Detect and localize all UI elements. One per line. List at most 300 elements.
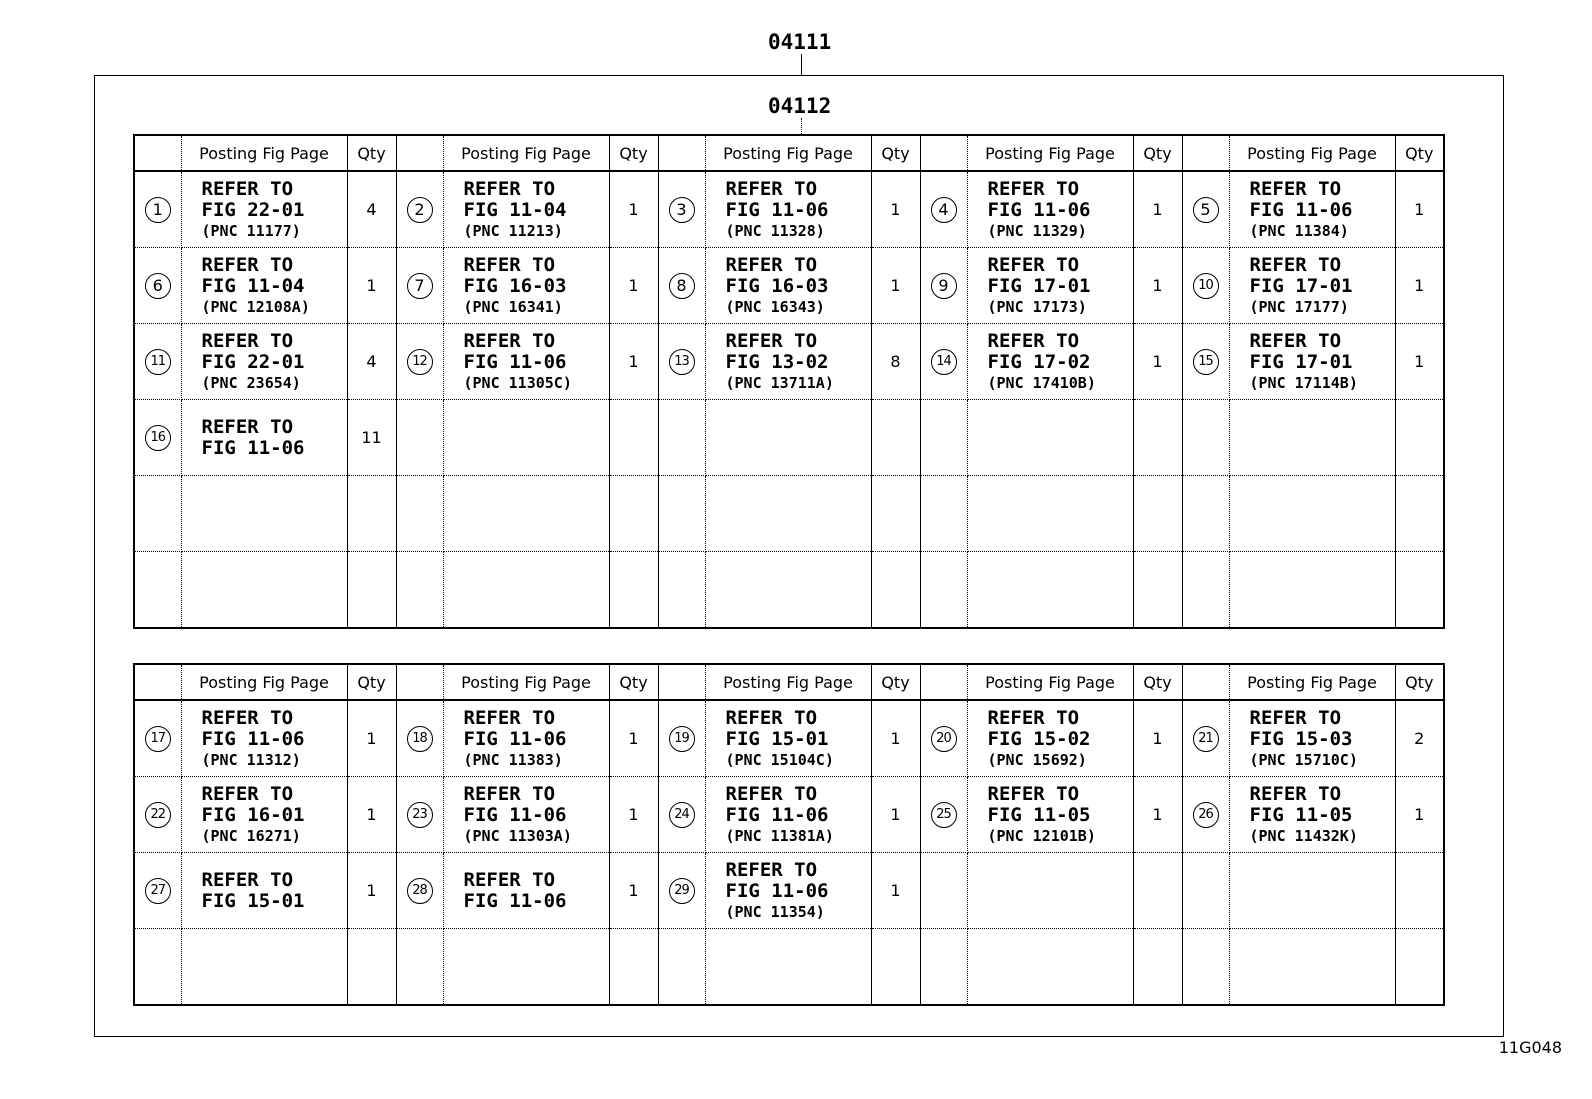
reference-cell <box>967 552 1133 629</box>
pnc-reference: (PNC 17114B) <box>1249 373 1358 392</box>
item-number-cell <box>396 400 443 476</box>
figure-reference: FIG 11-06 <box>463 803 567 826</box>
pnc-reference: (PNC 17177) <box>1249 297 1349 316</box>
pnc-reference: (PNC 11329) <box>987 221 1087 240</box>
item-number-cell <box>920 853 967 929</box>
quantity-cell <box>871 476 920 552</box>
item-number-cell <box>1182 700 1229 777</box>
reference-cell <box>705 552 871 629</box>
quantity-cell: 1 <box>871 853 920 929</box>
item-number-cell <box>134 324 181 400</box>
item-number-cell <box>1182 929 1229 1006</box>
figure-reference: FIG 17-01 <box>987 274 1091 297</box>
figure-reference: FIG 11-06 <box>463 727 567 750</box>
quantity-cell <box>1395 552 1444 629</box>
figure-reference: FIG 15-01 <box>201 889 305 912</box>
header-posting-fig-page: Posting Fig Page <box>181 135 347 171</box>
reference-cell <box>1229 171 1395 248</box>
item-number-circle: 25 <box>931 802 957 828</box>
reference-cell <box>443 552 609 629</box>
item-number-circle: 22 <box>145 802 171 828</box>
item-number-circle: 18 <box>407 726 433 752</box>
refer-to-text: REFER TO <box>463 177 556 200</box>
reference-cell <box>1229 853 1395 929</box>
reference-cell <box>705 171 871 248</box>
pnc-reference: (PNC 16341) <box>463 297 563 316</box>
item-number-cell <box>1182 171 1229 248</box>
reference-cell <box>1229 248 1395 324</box>
reference-cell <box>443 171 609 248</box>
figure-reference: FIG 11-06 <box>201 727 305 750</box>
item-number-circle: 29 <box>669 878 695 904</box>
quantity-cell <box>871 552 920 629</box>
refer-to-text: REFER TO <box>463 706 556 729</box>
header-posting-fig-page: Posting Fig Page <box>705 135 871 171</box>
item-number-cell <box>920 552 967 629</box>
pnc-reference: (PNC 11384) <box>1249 221 1349 240</box>
item-number-cell <box>396 171 443 248</box>
quantity-cell: 1 <box>347 777 396 853</box>
figure-reference: FIG 11-06 <box>1249 198 1353 221</box>
refer-to-text: REFER TO <box>1249 782 1342 805</box>
quantity-cell: 1 <box>347 700 396 777</box>
refer-to-text: REFER TO <box>987 329 1080 352</box>
pnc-reference: (PNC 11432K) <box>1249 826 1358 845</box>
item-number-circle: 11 <box>145 349 171 375</box>
reference-cell <box>443 324 609 400</box>
quantity-cell: 1 <box>609 324 658 400</box>
header-number-cell <box>920 664 967 700</box>
refer-to-text: REFER TO <box>463 868 556 891</box>
pnc-reference: (PNC 11354) <box>725 902 825 921</box>
table-row <box>134 476 1444 552</box>
item-number-circle: 7 <box>407 273 433 299</box>
header-qty: Qty <box>347 135 396 171</box>
refer-to-text: REFER TO <box>725 253 818 276</box>
quantity-cell: 2 <box>1395 700 1444 777</box>
item-number-cell <box>658 171 705 248</box>
figure-reference: FIG 11-04 <box>463 198 567 221</box>
reference-cell <box>1229 400 1395 476</box>
header-qty: Qty <box>1133 135 1182 171</box>
figure-reference: FIG 11-06 <box>463 350 567 373</box>
item-number-cell <box>396 700 443 777</box>
item-number-cell <box>920 171 967 248</box>
item-number-circle: 27 <box>145 878 171 904</box>
pnc-reference: (PNC 12101B) <box>987 826 1096 845</box>
pnc-reference: (PNC 11312) <box>201 750 301 769</box>
refer-to-text: REFER TO <box>987 706 1080 729</box>
main-leader-line <box>801 54 802 75</box>
item-number-circle: 17 <box>145 726 171 752</box>
header-posting-fig-page: Posting Fig Page <box>443 135 609 171</box>
figure-reference: FIG 13-02 <box>725 350 829 373</box>
refer-to-text: REFER TO <box>463 782 556 805</box>
item-number-cell <box>396 476 443 552</box>
pnc-reference: (PNC 11305C) <box>463 373 572 392</box>
quantity-cell <box>1395 853 1444 929</box>
reference-cell <box>967 171 1133 248</box>
quantity-cell: 1 <box>1133 324 1182 400</box>
reference-cell <box>705 400 871 476</box>
item-number-cell <box>920 700 967 777</box>
quantity-cell <box>609 929 658 1006</box>
refer-to-text: REFER TO <box>201 253 294 276</box>
item-number-cell <box>396 777 443 853</box>
header-number-cell <box>1182 135 1229 171</box>
quantity-cell <box>347 552 396 629</box>
header-qty: Qty <box>1395 135 1444 171</box>
figure-reference: FIG 11-06 <box>201 436 305 459</box>
item-number-circle: 5 <box>1193 197 1219 223</box>
refer-to-text: REFER TO <box>201 782 294 805</box>
item-number-cell <box>920 400 967 476</box>
figure-reference: FIG 17-01 <box>1249 350 1353 373</box>
item-number-circle: 24 <box>669 802 695 828</box>
refer-to-text: REFER TO <box>725 782 818 805</box>
table-row <box>134 929 1444 1006</box>
header-number-cell <box>658 664 705 700</box>
figure-reference: FIG 11-05 <box>1249 803 1353 826</box>
figure-reference: FIG 11-06 <box>725 198 829 221</box>
item-number-circle: 23 <box>407 802 433 828</box>
item-number-cell <box>658 700 705 777</box>
pnc-reference: (PNC 11381A) <box>725 826 834 845</box>
item-number-circle: 12 <box>407 349 433 375</box>
quantity-cell: 4 <box>347 324 396 400</box>
item-number-cell <box>134 552 181 629</box>
quantity-cell: 1 <box>609 777 658 853</box>
item-number-circle: 1 <box>145 197 171 223</box>
item-number-cell <box>920 324 967 400</box>
pnc-reference: (PNC 11303A) <box>463 826 572 845</box>
main-assembly-number: 04111 <box>768 30 832 54</box>
item-number-cell <box>658 777 705 853</box>
quantity-cell: 1 <box>1395 248 1444 324</box>
quantity-cell: 1 <box>871 777 920 853</box>
pnc-reference: (PNC 16343) <box>725 297 825 316</box>
item-number-circle: 10 <box>1193 273 1219 299</box>
refer-to-text: REFER TO <box>201 329 294 352</box>
header-number-cell <box>658 135 705 171</box>
header-posting-fig-page: Posting Fig Page <box>967 135 1133 171</box>
item-number-circle: 13 <box>669 349 695 375</box>
table-header-row <box>134 664 1444 700</box>
refer-to-text: REFER TO <box>201 706 294 729</box>
quantity-cell: 1 <box>1395 324 1444 400</box>
header-posting-fig-page: Posting Fig Page <box>443 664 609 700</box>
reference-cell <box>1229 929 1395 1006</box>
sub-assembly-number: 04112 <box>768 94 832 118</box>
quantity-cell: 4 <box>347 171 396 248</box>
reference-cell <box>705 248 871 324</box>
header-number-cell <box>396 135 443 171</box>
quantity-cell <box>609 400 658 476</box>
item-number-circle: 16 <box>145 425 171 451</box>
header-number-cell <box>920 135 967 171</box>
table-row <box>134 171 1444 248</box>
quantity-cell <box>1395 476 1444 552</box>
reference-cell <box>705 929 871 1006</box>
refer-to-text: REFER TO <box>725 177 818 200</box>
pnc-reference: (PNC 11213) <box>463 221 563 240</box>
item-number-cell <box>1182 248 1229 324</box>
table-row <box>134 777 1444 853</box>
table-row <box>134 400 1444 476</box>
table-header-row <box>134 135 1444 171</box>
quantity-cell: 1 <box>871 248 920 324</box>
quantity-cell: 1 <box>871 171 920 248</box>
figure-reference: FIG 16-01 <box>201 803 305 826</box>
reference-cell <box>705 853 871 929</box>
item-number-cell <box>1182 853 1229 929</box>
reference-cell <box>1229 476 1395 552</box>
quantity-cell <box>1133 929 1182 1006</box>
item-number-circle: 19 <box>669 726 695 752</box>
item-number-cell <box>134 400 181 476</box>
header-qty: Qty <box>871 135 920 171</box>
quantity-cell: 1 <box>609 248 658 324</box>
item-number-cell <box>396 248 443 324</box>
figure-reference: FIG 11-04 <box>201 274 305 297</box>
item-number-cell <box>658 929 705 1006</box>
reference-cell <box>443 248 609 324</box>
item-number-cell <box>658 853 705 929</box>
refer-to-text: REFER TO <box>1249 177 1342 200</box>
quantity-cell: 1 <box>1133 700 1182 777</box>
quantity-cell <box>871 400 920 476</box>
figure-reference: FIG 11-06 <box>463 889 567 912</box>
item-number-circle: 21 <box>1193 726 1219 752</box>
item-number-cell <box>396 929 443 1006</box>
refer-to-text: REFER TO <box>463 329 556 352</box>
item-number-circle: 3 <box>669 197 695 223</box>
reference-cell <box>967 476 1133 552</box>
reference-cell <box>705 777 871 853</box>
quantity-cell: 8 <box>871 324 920 400</box>
pnc-reference: (PNC 15710C) <box>1249 750 1358 769</box>
reference-cell <box>967 248 1133 324</box>
figure-reference: FIG 11-06 <box>725 803 829 826</box>
header-number-cell <box>396 664 443 700</box>
header-qty: Qty <box>609 664 658 700</box>
item-number-cell <box>134 476 181 552</box>
item-number-circle: 15 <box>1193 349 1219 375</box>
reference-cell <box>1229 552 1395 629</box>
item-number-circle: 6 <box>145 273 171 299</box>
item-number-cell <box>1182 552 1229 629</box>
item-number-cell <box>658 248 705 324</box>
header-qty: Qty <box>609 135 658 171</box>
item-number-cell <box>658 476 705 552</box>
reference-cell <box>443 853 609 929</box>
quantity-cell: 1 <box>1395 171 1444 248</box>
quantity-cell <box>1133 476 1182 552</box>
figure-reference: FIG 16-03 <box>463 274 567 297</box>
quantity-cell <box>347 476 396 552</box>
reference-cell <box>967 700 1133 777</box>
quantity-cell <box>1133 552 1182 629</box>
table-row <box>134 248 1444 324</box>
reference-cell <box>181 171 347 248</box>
item-number-cell <box>134 171 181 248</box>
header-qty: Qty <box>1395 664 1444 700</box>
reference-cell <box>705 700 871 777</box>
item-number-cell <box>658 324 705 400</box>
reference-cell <box>181 853 347 929</box>
figure-reference: FIG 22-01 <box>201 350 305 373</box>
quantity-cell: 1 <box>609 171 658 248</box>
item-number-cell <box>1182 777 1229 853</box>
reference-cell <box>443 400 609 476</box>
reference-cell <box>181 248 347 324</box>
item-number-cell <box>134 777 181 853</box>
table-row <box>134 552 1444 629</box>
header-posting-fig-page: Posting Fig Page <box>1229 664 1395 700</box>
pnc-reference: (PNC 12108A) <box>201 297 310 316</box>
figure-code: 11G048 <box>1498 1038 1562 1057</box>
reference-cell <box>443 929 609 1006</box>
reference-cell <box>1229 700 1395 777</box>
reference-cell <box>443 700 609 777</box>
reference-cell <box>1229 324 1395 400</box>
quantity-cell: 1 <box>347 248 396 324</box>
header-qty: Qty <box>347 664 396 700</box>
reference-cell <box>181 476 347 552</box>
pnc-reference: (PNC 23654) <box>201 373 301 392</box>
item-number-circle: 8 <box>669 273 695 299</box>
item-number-circle: 4 <box>931 197 957 223</box>
item-number-cell <box>920 248 967 324</box>
figure-reference: FIG 17-02 <box>987 350 1091 373</box>
figure-reference: FIG 11-05 <box>987 803 1091 826</box>
pnc-reference: (PNC 11383) <box>463 750 563 769</box>
quantity-cell <box>1133 400 1182 476</box>
item-number-cell <box>1182 476 1229 552</box>
reference-cell <box>1229 777 1395 853</box>
item-number-circle: 28 <box>407 878 433 904</box>
sub-leader-line <box>801 118 802 134</box>
quantity-cell <box>1133 853 1182 929</box>
table-row <box>134 853 1444 929</box>
quantity-cell <box>1395 400 1444 476</box>
quantity-cell: 1 <box>1133 248 1182 324</box>
item-number-cell <box>658 552 705 629</box>
pnc-reference: (PNC 15692) <box>987 750 1087 769</box>
reference-cell <box>443 777 609 853</box>
reference-cell <box>181 929 347 1006</box>
pnc-reference: (PNC 16271) <box>201 826 301 845</box>
item-number-cell <box>134 929 181 1006</box>
refer-to-text: REFER TO <box>1249 253 1342 276</box>
quantity-cell: 11 <box>347 400 396 476</box>
item-number-cell <box>1182 324 1229 400</box>
header-qty: Qty <box>871 664 920 700</box>
reference-cell <box>181 700 347 777</box>
item-number-cell <box>134 700 181 777</box>
reference-cell <box>967 324 1133 400</box>
item-number-circle: 9 <box>931 273 957 299</box>
quantity-cell: 1 <box>609 853 658 929</box>
refer-to-text: REFER TO <box>725 858 818 881</box>
item-number-cell <box>920 929 967 1006</box>
reference-cell <box>181 777 347 853</box>
quantity-cell: 1 <box>609 700 658 777</box>
refer-to-text: REFER TO <box>987 253 1080 276</box>
item-number-cell <box>396 552 443 629</box>
figure-reference: FIG 15-03 <box>1249 727 1353 750</box>
item-number-cell <box>134 853 181 929</box>
item-number-cell <box>396 853 443 929</box>
pnc-reference: (PNC 15104C) <box>725 750 834 769</box>
figure-reference: FIG 22-01 <box>201 198 305 221</box>
refer-to-text: REFER TO <box>463 253 556 276</box>
refer-to-text: REFER TO <box>201 415 294 438</box>
reference-cell <box>967 853 1133 929</box>
item-number-circle: 26 <box>1193 802 1219 828</box>
header-number-cell <box>134 664 181 700</box>
table-row <box>134 700 1444 777</box>
reference-cell <box>967 777 1133 853</box>
reference-cell <box>967 400 1133 476</box>
figure-reference: FIG 11-06 <box>987 198 1091 221</box>
reference-cell <box>181 324 347 400</box>
header-number-cell <box>134 135 181 171</box>
item-number-circle: 20 <box>931 726 957 752</box>
item-number-cell <box>920 476 967 552</box>
refer-to-text: REFER TO <box>1249 329 1342 352</box>
quantity-cell: 1 <box>871 700 920 777</box>
figure-reference: FIG 15-01 <box>725 727 829 750</box>
reference-table-2 <box>133 663 1445 1006</box>
item-number-circle: 14 <box>931 349 957 375</box>
reference-cell <box>967 929 1133 1006</box>
pnc-reference: (PNC 17410B) <box>987 373 1096 392</box>
header-posting-fig-page: Posting Fig Page <box>705 664 871 700</box>
quantity-cell: 1 <box>1133 171 1182 248</box>
reference-cell <box>705 324 871 400</box>
header-posting-fig-page: Posting Fig Page <box>181 664 347 700</box>
reference-cell <box>181 552 347 629</box>
header-posting-fig-page: Posting Fig Page <box>1229 135 1395 171</box>
refer-to-text: REFER TO <box>987 177 1080 200</box>
item-number-circle: 2 <box>407 197 433 223</box>
header-number-cell <box>1182 664 1229 700</box>
item-number-cell <box>396 324 443 400</box>
reference-cell <box>181 400 347 476</box>
pnc-reference: (PNC 11328) <box>725 221 825 240</box>
quantity-cell <box>347 929 396 1006</box>
pnc-reference: (PNC 11177) <box>201 221 301 240</box>
item-number-cell <box>134 248 181 324</box>
item-number-cell <box>920 777 967 853</box>
figure-reference: FIG 17-01 <box>1249 274 1353 297</box>
refer-to-text: REFER TO <box>987 782 1080 805</box>
header-posting-fig-page: Posting Fig Page <box>967 664 1133 700</box>
quantity-cell <box>609 476 658 552</box>
quantity-cell <box>609 552 658 629</box>
refer-to-text: REFER TO <box>201 177 294 200</box>
reference-cell <box>705 476 871 552</box>
pnc-reference: (PNC 17173) <box>987 297 1087 316</box>
item-number-cell <box>658 400 705 476</box>
refer-to-text: REFER TO <box>725 706 818 729</box>
figure-reference: FIG 11-06 <box>725 879 829 902</box>
quantity-cell <box>871 929 920 1006</box>
reference-cell <box>443 476 609 552</box>
figure-reference: FIG 16-03 <box>725 274 829 297</box>
quantity-cell <box>1395 929 1444 1006</box>
